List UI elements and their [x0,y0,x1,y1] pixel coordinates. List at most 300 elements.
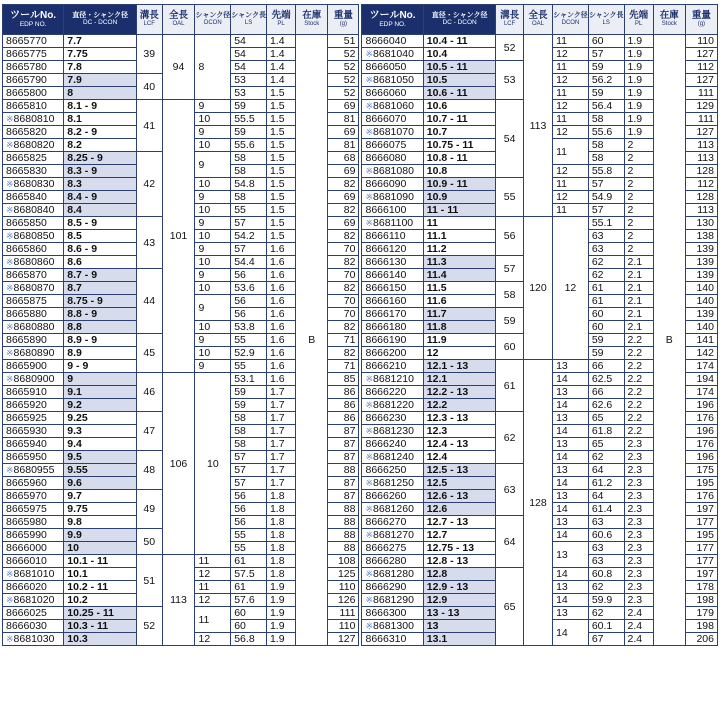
ls-cell: 53 [231,74,267,87]
edp-number: 8666220 [365,386,407,398]
tool-no-cell [3,295,64,308]
diameter-cell: 11.5 [423,282,496,295]
ls-cell: 55 [231,529,267,542]
lcf-cell: 65 [496,568,523,646]
table-row [362,35,718,48]
edp-number: 8665800 [6,87,47,99]
new-item-mark: ※ [365,218,374,228]
ls-cell: 63 [588,542,624,555]
ls-cell: 58 [588,139,624,152]
ls-cell: 55.6 [231,139,267,152]
ls-cell: 62.5 [588,373,624,386]
diameter-cell: 10.4 - 11 [423,35,496,48]
pl-cell: 1.9 [624,87,653,100]
weight-cell: 87 [328,425,359,438]
diameter-cell: 8.2 - 9 [64,126,137,139]
pl-cell: 2.1 [624,256,653,269]
edp-number: 8665790 [6,74,47,86]
ls-cell: 66 [588,360,624,373]
pl-cell: 1.5 [266,230,295,243]
pl-cell: 1.9 [266,620,295,633]
weight-cell: 176 [685,490,717,503]
dcon-cell: 12 [553,100,589,113]
pl-cell: 1.5 [266,178,295,191]
weight-cell: 138 [685,230,717,243]
weight-cell: 140 [685,282,717,295]
ls-cell: 55.5 [231,113,267,126]
pl-cell: 2.2 [624,412,653,425]
diameter-cell: 9.1 [64,386,137,399]
diameter-cell: 8.8 - 9 [64,308,137,321]
edp-number: 8680900 [13,373,55,385]
lcf-cell: 59 [496,308,523,334]
dcon-cell: 10 [195,230,231,243]
oal-cell: 94 [162,35,195,100]
edp-number: 8666100 [365,204,407,216]
edp-number: 8666290 [365,581,407,593]
weight-cell: 175 [685,464,717,477]
diameter-cell: 10.2 - 11 [64,581,137,594]
lcf-cell: 61 [496,360,523,412]
diameter-cell: 10.5 - 11 [423,61,496,74]
diameter-cell: 7.8 [64,61,137,74]
ls-cell: 58 [231,438,267,451]
oal-cell: 128 [523,360,552,646]
ls-cell: 56 [231,490,267,503]
edp-number: 8681030 [13,633,55,645]
weight-cell: 87 [328,451,359,464]
dcon-cell: 10 [195,321,231,334]
ls-cell: 67 [588,633,624,646]
weight-cell: 82 [328,178,359,191]
ls-cell: 63 [588,230,624,243]
weight-cell: 69 [328,100,359,113]
tool-no-cell [3,321,64,334]
edp-number: 8681290 [373,594,414,606]
tool-no-cell [3,100,64,113]
pl-cell: 1.9 [266,607,295,620]
tool-no-cell [362,243,423,256]
dcon-cell: 9 [195,360,231,373]
weight-cell: 113 [685,139,717,152]
weight-cell: 139 [685,256,717,269]
dcon-cell: 12 [195,568,231,581]
table-header [362,5,718,35]
ls-cell: 56.4 [588,100,624,113]
tool-no-cell [3,360,64,373]
weight-cell: 198 [685,620,717,633]
diameter-cell: 10.7 [423,126,496,139]
ls-cell: 62 [588,269,624,282]
edp-number: 8665990 [6,529,47,541]
dcon-cell: 13 [553,438,589,451]
ls-cell: 62 [588,581,624,594]
dcon-cell: 10 [195,204,231,217]
new-item-mark: ※ [365,75,374,85]
new-item-mark: ※ [365,621,374,631]
weight-cell: 71 [328,360,359,373]
diameter-cell: 12.6 [423,503,496,516]
tool-no-cell [362,503,423,516]
ls-cell: 57 [231,451,267,464]
new-item-mark: ※ [365,166,374,176]
pl-cell: 1.7 [266,425,295,438]
tool-no-cell [3,178,64,191]
pl-cell: 2 [624,152,653,165]
tool-no-cell [3,217,64,230]
tool-no-cell [3,308,64,321]
tool-no-cell [3,243,64,256]
ls-cell: 58 [231,412,267,425]
ls-cell: 60.1 [588,620,624,633]
weight-cell: 127 [328,633,359,646]
diameter-cell: 7.7 [64,35,137,48]
tool-no-cell [3,529,64,542]
ls-cell: 61.2 [588,477,624,490]
pl-cell: 1.8 [266,503,295,516]
pl-cell: 2.1 [624,321,653,334]
tool-no-cell [362,191,423,204]
weight-cell: 82 [328,230,359,243]
diameter-cell: 12.1 - 13 [423,360,496,373]
tool-no-cell [3,555,64,568]
edp-number: 8665950 [6,451,47,463]
tool-no-cell [3,126,64,139]
stock-value: B [665,334,673,346]
tool-no-cell [3,139,64,152]
pl-cell: 1.8 [266,568,295,581]
diameter-cell: 8 [64,87,137,100]
pl-cell: 1.8 [266,542,295,555]
new-item-mark: ※ [365,530,374,540]
edp-number: 8666200 [365,347,407,359]
diameter-cell: 11.8 [423,321,496,334]
pl-cell: 2 [624,204,653,217]
col-diameter: 直径・シャンク径 DC - DCON [423,5,496,35]
edp-number: 8681060 [373,100,414,112]
weight-cell: 82 [328,321,359,334]
new-item-mark: ※ [6,114,14,124]
lcf-cell: 49 [136,490,162,529]
new-item-mark: ※ [6,205,14,215]
weight-cell: 88 [328,503,359,516]
edp-number: 8680810 [13,113,55,125]
pl-cell: 1.4 [266,48,295,61]
weight-cell: 70 [328,308,359,321]
lcf-cell: 45 [136,334,162,373]
pl-cell: 1.4 [266,74,295,87]
edp-number: 8680955 [13,464,55,476]
edp-number: 8665960 [6,477,47,489]
ls-cell: 57 [231,243,267,256]
new-item-mark: ※ [6,595,14,605]
edp-number: 8666260 [365,490,407,502]
dcon-cell: 9 [195,269,231,282]
lcf-cell: 58 [496,282,523,308]
diameter-cell: 10.75 - 11 [423,139,496,152]
pl-cell: 2.2 [624,386,653,399]
new-item-mark: ※ [6,569,14,579]
diameter-cell: 8.75 - 9 [64,295,137,308]
diameter-cell: 7.9 [64,74,137,87]
pl-cell: 1.9 [624,126,653,139]
pl-cell: 2.3 [624,490,653,503]
pl-cell: 1.9 [624,35,653,48]
dcon-cell: 10 [195,113,231,126]
pl-cell: 1.7 [266,386,295,399]
weight-cell: 196 [685,425,717,438]
dcon-cell: 13 [553,542,589,568]
diameter-cell: 8.1 - 9 [64,100,137,113]
stock-cell [653,35,685,646]
dcon-cell: 10 [195,373,231,555]
diameter-cell: 9 - 9 [64,360,137,373]
edp-number: 8666150 [365,282,407,294]
diameter-cell: 12.8 [423,568,496,581]
dcon-cell: 12 [553,217,589,360]
tool-no-cell [3,269,64,282]
weight-cell: 88 [328,529,359,542]
edp-number: 8665980 [6,516,47,528]
tool-no-cell [362,230,423,243]
new-item-mark: ※ [6,257,14,267]
pl-cell: 1.7 [266,412,295,425]
diameter-cell: 8.8 [64,321,137,334]
edp-number: 8681230 [373,425,414,437]
tool-no-cell [3,581,64,594]
weight-cell: 113 [685,152,717,165]
lcf-cell: 39 [136,35,162,74]
edp-number: 8681270 [373,529,414,541]
weight-cell: 111 [685,87,717,100]
edp-number: 8680830 [13,178,55,190]
ls-cell: 55 [231,360,267,373]
weight-cell: 110 [328,581,359,594]
edp-number: 8665970 [6,490,47,502]
diameter-cell: 8.4 [64,204,137,217]
ls-cell: 58 [231,425,267,438]
left-spec-table [2,4,359,646]
weight-cell: 174 [685,360,717,373]
diameter-cell: 12.5 [423,477,496,490]
tool-no-cell [362,399,423,412]
dcon-cell: 14 [553,399,589,412]
weight-cell: 87 [328,438,359,451]
diameter-cell: 10.7 - 11 [423,113,496,126]
weight-cell: 82 [328,347,359,360]
pl-cell: 1.9 [624,100,653,113]
pl-cell: 1.7 [266,399,295,412]
dcon-cell: 9 [195,334,231,347]
edp-number: 8666070 [365,113,407,125]
pl-cell: 2.3 [624,503,653,516]
ls-cell: 60 [588,321,624,334]
tool-no-cell [3,113,64,126]
ls-cell: 59 [588,334,624,347]
tool-no-cell [362,412,423,425]
ls-cell: 61 [588,282,624,295]
dcon-cell: 9 [195,191,231,204]
edp-number: 8680860 [13,256,55,268]
diameter-cell: 9.6 [64,477,137,490]
pl-cell: 1.9 [266,633,295,646]
col-dcon: シャンク径 DCON [553,5,589,35]
ls-cell: 57 [231,464,267,477]
ls-cell: 58 [231,165,267,178]
tool-no-cell [362,451,423,464]
tool-no-cell [362,620,423,633]
ls-cell: 65 [588,412,624,425]
dcon-cell: 14 [553,620,589,646]
pl-cell: 2.1 [624,295,653,308]
edp-number: 8666210 [365,360,407,372]
weight-cell: 176 [685,412,717,425]
pl-cell: 1.5 [266,139,295,152]
tool-no-cell [362,516,423,529]
edp-number: 8680880 [13,321,55,333]
diameter-cell: 11.6 [423,295,496,308]
dcon-cell: 10 [195,139,231,152]
new-item-mark: ※ [365,374,374,384]
pl-cell: 2 [624,139,653,152]
pl-cell: 2.2 [624,425,653,438]
ls-cell: 60 [231,607,267,620]
tool-no-cell [362,282,423,295]
edp-number: 8680870 [13,282,55,294]
edp-number: 8665975 [6,503,47,515]
pl-cell: 2.1 [624,269,653,282]
ls-cell: 53.6 [231,282,267,295]
dcon-cell: 12 [553,165,589,178]
edp-number: 8665890 [6,334,47,346]
edp-number: 8681090 [373,191,414,203]
pl-cell: 1.5 [266,204,295,217]
pl-cell: 2.3 [624,542,653,555]
tool-no-cell [3,490,64,503]
pl-cell: 1.5 [266,191,295,204]
diameter-cell: 8.7 [64,282,137,295]
ls-cell: 55 [231,204,267,217]
diameter-cell: 10.1 - 11 [64,555,137,568]
ls-cell: 53 [231,87,267,100]
tool-no-cell [3,399,64,412]
tool-no-cell [3,503,64,516]
tool-no-cell [362,568,423,581]
edp-number: 8680850 [13,230,55,242]
edp-number: 8666250 [365,464,407,476]
edp-number: 8666180 [365,321,407,333]
edp-number: 8681050 [373,74,414,86]
edp-number: 8681040 [373,48,414,60]
dcon-cell: 14 [553,568,589,581]
oal-cell: 101 [162,100,195,373]
dcon-cell: 12 [553,126,589,139]
weight-cell: 112 [685,178,717,191]
pl-cell: 1.9 [624,48,653,61]
ls-cell: 62 [588,451,624,464]
tool-no-cell [362,35,423,48]
ls-cell: 57 [231,477,267,490]
pl-cell: 2.2 [624,399,653,412]
pl-cell: 2.2 [624,334,653,347]
lcf-cell: 40 [136,74,162,100]
ls-cell: 59 [231,100,267,113]
tool-no-cell [362,542,423,555]
ls-cell: 59 [588,347,624,360]
edp-number: 8665940 [6,438,47,450]
diameter-cell: 10.5 [423,74,496,87]
weight-cell: 88 [328,516,359,529]
edp-number: 8665840 [6,191,47,203]
diameter-cell: 12.9 - 13 [423,581,496,594]
dcon-cell: 11 [195,555,231,568]
edp-number: 8666090 [365,178,407,190]
edp-number: 8681010 [13,568,55,580]
dcon-cell: 12 [553,191,589,204]
pl-cell: 1.7 [266,477,295,490]
dcon-cell: 13 [553,386,589,399]
new-item-mark: ※ [6,322,14,332]
ls-cell: 55.1 [588,217,624,230]
tool-no-cell [362,87,423,100]
tool-no-cell [362,308,423,321]
pl-cell: 1.5 [266,165,295,178]
weight-cell: 128 [685,165,717,178]
edp-number: 8665810 [6,100,47,112]
weight-cell: 82 [328,256,359,269]
edp-number: 8666050 [365,61,407,73]
edp-number: 8666025 [6,607,47,619]
tool-no-cell [362,347,423,360]
tool-no-cell [362,113,423,126]
weight-cell: 179 [685,607,717,620]
new-item-mark: ※ [6,465,14,475]
lcf-cell: 44 [136,269,162,334]
dcon-cell: 13 [553,490,589,503]
ls-cell: 52.9 [231,347,267,360]
dcon-cell: 11 [553,178,589,191]
tool-no-cell [362,633,423,646]
weight-cell: 82 [328,204,359,217]
diameter-cell: 13.1 [423,633,496,646]
ls-cell: 63 [588,555,624,568]
edp-number: 8681210 [373,373,414,385]
new-item-mark: ※ [365,595,374,605]
weight-cell: 197 [685,568,717,581]
dcon-cell: 11 [553,35,589,48]
dcon-cell: 13 [553,607,589,620]
ls-cell: 57 [588,178,624,191]
pl-cell: 1.5 [266,126,295,139]
tool-no-cell [362,334,423,347]
ls-cell: 60 [588,35,624,48]
dcon-cell: 11 [195,581,231,594]
ls-cell: 60.6 [588,529,624,542]
diameter-cell: 12.2 - 13 [423,386,496,399]
diameter-cell: 12.7 [423,529,496,542]
ls-cell: 54 [231,61,267,74]
weight-cell: 139 [685,308,717,321]
ls-cell: 60 [588,308,624,321]
pl-cell: 2.3 [624,555,653,568]
tool-no-cell [362,152,423,165]
tool-no-cell [362,139,423,152]
weight-cell: 69 [328,191,359,204]
ls-cell: 61 [231,581,267,594]
diameter-cell: 11 [423,217,496,230]
weight-cell: 195 [685,529,717,542]
ls-cell: 61.4 [588,503,624,516]
